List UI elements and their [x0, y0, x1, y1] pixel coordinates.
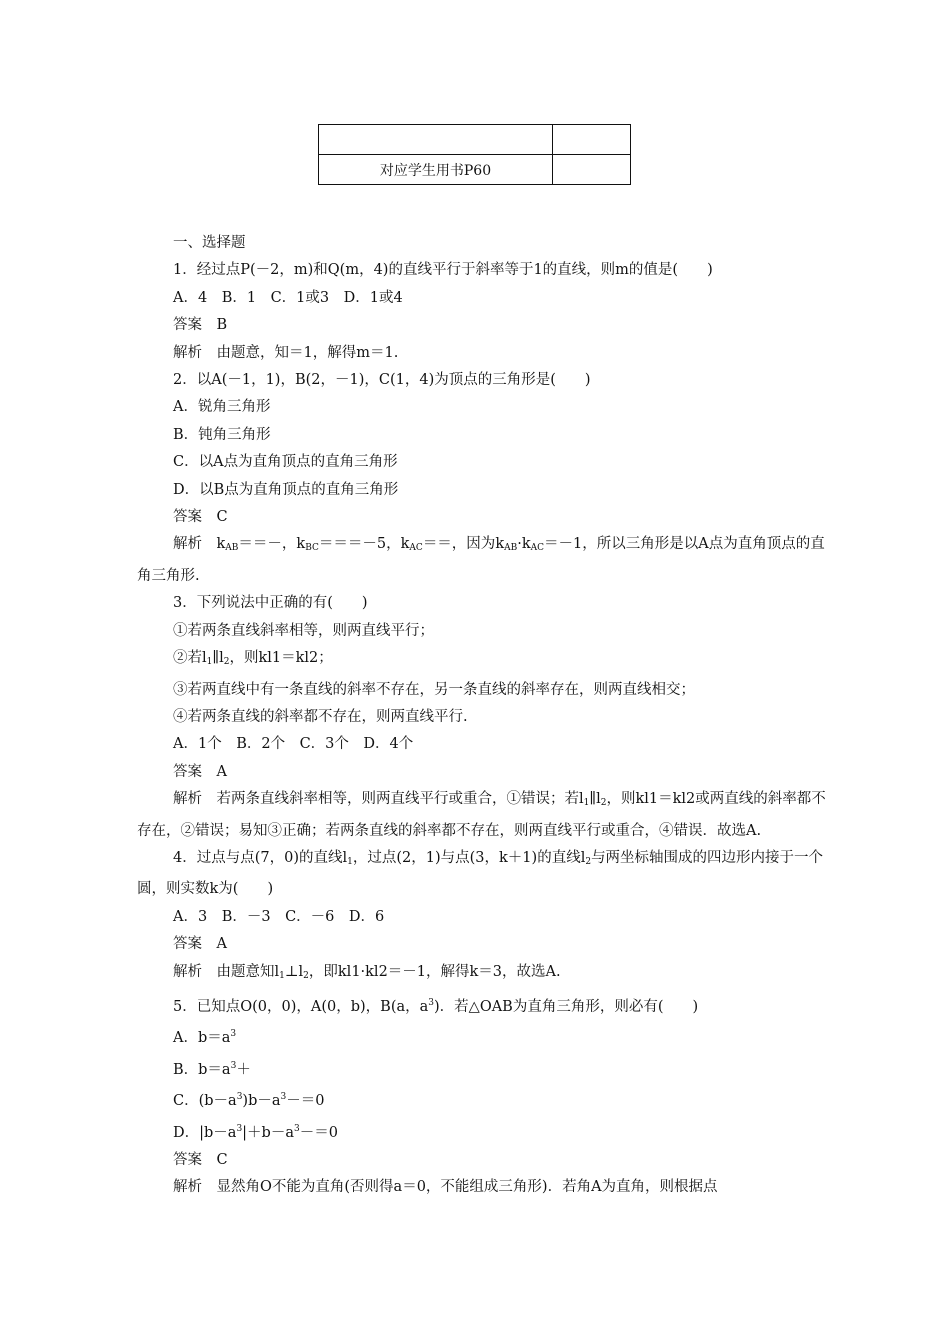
analysis-text: ＝＝，因为 — [422, 536, 496, 553]
header-cell — [553, 155, 631, 185]
q4-stem — [137, 845, 827, 904]
header-cell — [319, 125, 553, 155]
superscript: 3 — [280, 1092, 287, 1103]
subscript: AC — [530, 543, 545, 554]
text: ，过点(2，1)与点(3，k＋1)的直线l — [352, 849, 586, 866]
text: ②若l — [173, 650, 207, 667]
text: ，则kl1＝kl2或两直线的斜率都不存在，②错误；易知③正确；若两条直线的斜率都不存在，则两直线平行或重合，④错误．故选A. — [137, 791, 826, 839]
text: 4．过点与点(7，0)的直线l — [173, 849, 348, 866]
q5-option-b — [137, 1053, 827, 1084]
q3-statement-1: ①若两条直线斜率相等，则两直线平行； — [173, 622, 434, 639]
section-title: 一、选择题 — [173, 235, 246, 251]
q1-options: A．4 B．1 C．1或3 D．1或4 — [173, 289, 403, 306]
q3-answer: 答案 A — [173, 763, 227, 780]
q2-stem: 2．以A(－1，1)，B(2，－1)，C(1，4)为顶点的三角形是( ) — [173, 372, 591, 389]
subscript: BC — [305, 543, 319, 554]
q3-statement-3: ③若两直线中有一条直线的斜率不存在，另一条直线的斜率存在，则两直线相交； — [173, 681, 695, 698]
header-cell — [553, 125, 631, 155]
subscript: 1 — [279, 970, 285, 981]
analysis-text: ＝－1，所以三角形是以A点为直角顶点的直角三角形. — [137, 536, 825, 584]
q3-analysis — [137, 786, 827, 845]
superscript: 3 — [230, 1029, 237, 1040]
subscript: 2 — [303, 970, 309, 981]
slope-k: k — [216, 536, 226, 553]
superscript: 3 — [293, 1123, 300, 1134]
text: 解析 由题意知l — [173, 963, 280, 980]
subscript: AB — [504, 543, 518, 554]
text: )．若△OAB为直角三角形，则必有( ) — [434, 998, 699, 1015]
q2-answer: 答案 C — [173, 509, 228, 526]
q3-statement-2 — [137, 645, 827, 676]
text: D．|b－a — [173, 1124, 237, 1141]
superscript: 3 — [236, 1123, 243, 1134]
subscript: AC — [409, 543, 423, 554]
subscript: 1 — [206, 657, 213, 668]
subscript: 1 — [583, 798, 590, 809]
text: －＝0 — [299, 1124, 338, 1141]
subscript: 2 — [600, 798, 607, 809]
q2-analysis — [137, 531, 827, 590]
subscript: AB — [225, 543, 239, 554]
slope-k: k — [521, 536, 531, 553]
text: )b－a — [242, 1093, 281, 1110]
q3-options: A．1个 B．2个 C．3个 D．4个 — [173, 736, 414, 753]
q5-option-a — [137, 1021, 827, 1052]
analysis-text: ＝＝－， — [238, 536, 297, 553]
q5-option-d — [137, 1116, 827, 1147]
text: 与两坐标轴围成的四边形内接于一个圆，则实数k为( ) — [137, 849, 824, 898]
text: 5．已知点O(0，0)，A(0，b)，B(a，a — [173, 998, 429, 1015]
analysis-text: ＝＝＝－5， — [318, 536, 401, 553]
q4-options: A．3 B．－3 C．－6 D．6 — [173, 908, 385, 925]
q1-stem: 1．经过点P(－2，m)和Q(m，4)的直线平行于斜率等于1的直线，则m的值是( ) — [173, 262, 713, 279]
slope-k: k — [296, 536, 306, 553]
q2-option-b: B．钝角三角形 — [173, 426, 271, 443]
superscript: 3 — [236, 1092, 243, 1103]
text: ∥l — [212, 650, 224, 667]
q4-analysis — [137, 959, 827, 990]
q5-stem — [137, 990, 827, 1021]
q1-analysis: 解析 由题意，知＝1，解得m＝1. — [173, 344, 399, 361]
q2-option-d: D．以B点为直角顶点的直角三角形 — [173, 481, 399, 498]
superscript: 3 — [428, 997, 435, 1008]
slope-k: k — [495, 536, 505, 553]
text: |＋b－a — [242, 1124, 294, 1141]
text: 解析 若两条直线斜率相等，则两直线平行或重合，①错误；若l — [173, 791, 584, 808]
q3-statement-4: ④若两条直线的斜率都不存在，则两直线平行. — [173, 708, 468, 725]
analysis-label: 解析 — [173, 536, 217, 553]
slope-k: k — [400, 536, 410, 553]
text: C．(b－a — [173, 1093, 237, 1110]
subscript: 2 — [585, 856, 592, 867]
text: ∥l — [589, 791, 601, 808]
q5-option-c — [137, 1084, 827, 1115]
q1-answer: 答案 B — [173, 317, 228, 334]
header-table — [318, 124, 631, 185]
analysis-text: · — [517, 536, 522, 553]
q2-option-c: C．以A点为直角顶点的直角三角形 — [173, 454, 398, 471]
subscript: 1 — [347, 856, 353, 867]
q4-answer: 答案 A — [173, 936, 227, 953]
superscript: 3 — [230, 1060, 237, 1071]
text: B．b＝a — [173, 1061, 231, 1078]
subscript: 2 — [223, 657, 230, 668]
document-body — [137, 230, 827, 1202]
text: －＝0 — [286, 1093, 325, 1110]
text: ⊥l — [284, 963, 304, 980]
q5-analysis: 解析 显然角O不能为直角(否则得a＝0，不能组成三角形)．若角A为直角，则根据点 — [173, 1179, 718, 1196]
text: ，则kl1＝kl2； — [229, 650, 333, 667]
text: ，即kl1·kl2＝－1，解得k＝3，故选A. — [308, 963, 561, 980]
q5-answer: 答案 C — [173, 1152, 228, 1168]
header-table-row — [319, 125, 631, 155]
text: A．b＝a — [173, 1030, 231, 1047]
text: ＋ — [236, 1061, 251, 1078]
q2-option-a: A．锐角三角形 — [173, 399, 271, 416]
header-table-row — [319, 155, 631, 185]
header-cell-book-ref: 对应学生用书P60 — [319, 155, 553, 185]
q3-stem: 3．下列说法中正确的有( ) — [173, 595, 368, 612]
